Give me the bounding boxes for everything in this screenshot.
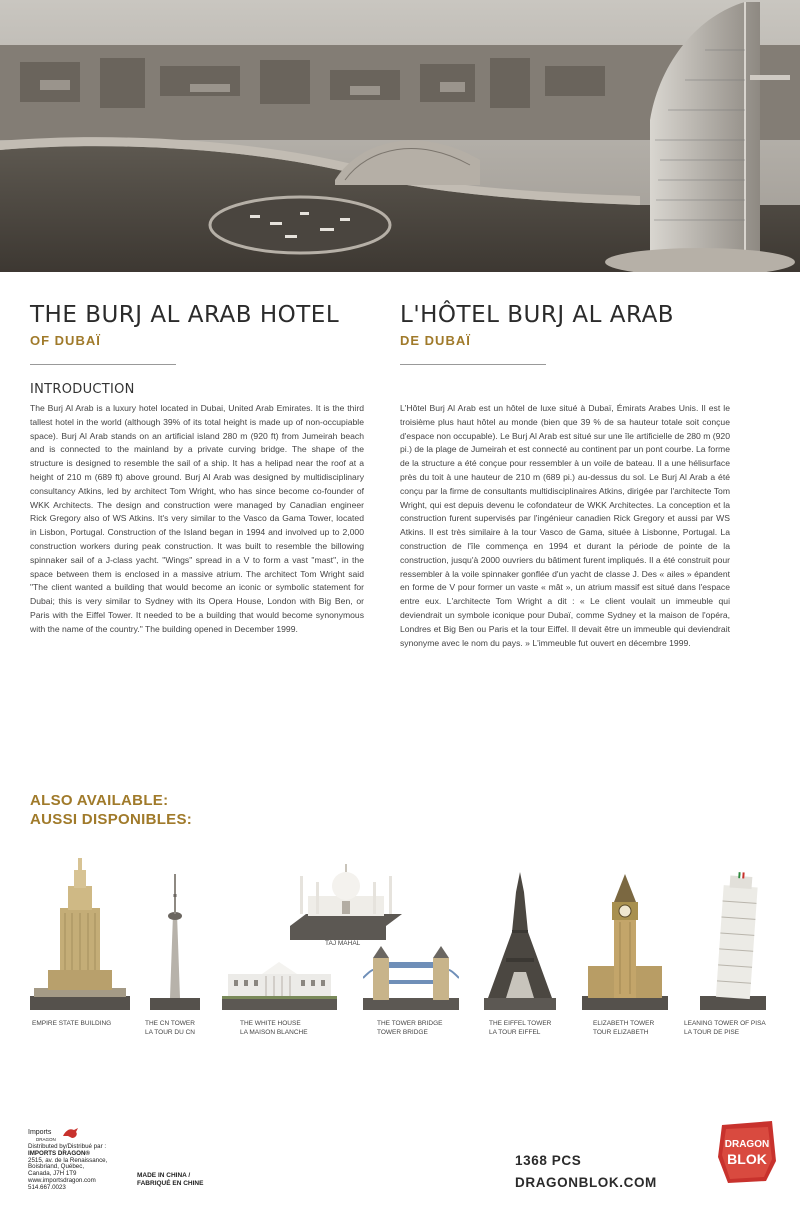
product-label-pisa	[684, 1020, 766, 1037]
pisa-label-fr: LA TOUR DE PISE	[684, 1028, 740, 1036]
also-available-fr: AUSSI DISPONIBLES:	[30, 811, 193, 828]
tower-bridge-label-en: THE TOWER BRIDGE	[377, 1020, 443, 1027]
elizabeth-tower-label-fr: TOUR ELIZABETH	[593, 1028, 649, 1036]
distributor-line4: Boisbriand, Québec,	[28, 1163, 85, 1171]
taj-mahal-model	[290, 856, 402, 940]
divider-english	[30, 364, 176, 365]
eiffel-tower-label-en: THE EIFFEL TOWER	[489, 1020, 552, 1027]
pisa-label-en: LEANING TOWER OF PISA	[684, 1020, 766, 1027]
made-in-fr: FABRIQUÉ EN CHINE	[137, 1180, 204, 1187]
white-house-model	[222, 950, 337, 1010]
product-label-empire-state	[32, 1020, 111, 1029]
made-in-china	[137, 1172, 203, 1188]
taj-mahal-label-en: TAJ MAHAL	[325, 940, 361, 947]
hero-photo	[0, 0, 800, 272]
tower-bridge-label-fr: TOWER BRIDGE	[377, 1028, 428, 1036]
product-label-cn-tower	[145, 1020, 195, 1037]
elizabeth-tower-model	[582, 872, 668, 1010]
hero-photo-illustration	[0, 0, 800, 272]
divider-french	[400, 364, 546, 365]
also-available-en: ALSO AVAILABLE:	[30, 792, 169, 809]
eiffel-tower-model	[484, 872, 556, 1010]
white-house-label-en: THE WHITE HOUSE	[240, 1020, 301, 1027]
distributor-line7: 514.667.0023	[28, 1183, 66, 1191]
distributor-line2: IMPORTS DRAGON®	[28, 1149, 90, 1157]
product-label-eiffel-tower	[489, 1020, 551, 1037]
empire-state-building-model	[30, 858, 130, 1010]
product-label-taj-mahal	[325, 940, 360, 949]
empire-state-label-en: EMPIRE STATE BUILDING	[32, 1020, 112, 1027]
cn-tower-label-en: THE CN TOWER	[145, 1020, 195, 1027]
made-in-en: MADE IN CHINA /	[137, 1172, 191, 1179]
website-url: DRAGONBLOK.COM	[515, 1175, 657, 1190]
subtitle-french: DE DUBAÏ	[400, 333, 471, 348]
distributor-line3: 2515, av. de la Renaissance,	[28, 1156, 108, 1164]
logo-text-blok: BLOK	[727, 1151, 767, 1167]
eiffel-tower-label-fr: LA TOUR EIFFEL	[489, 1028, 541, 1036]
intro-body-french: L'Hôtel Burj Al Arab est un hôtel de luxe situé à Dubaï, Émirats Arabes Unis. Il est le troisième plus haut hôtel au monde (bien que 39 % de sa hauteur totale soit conçue d'espace non occupable). Le Burj Al Arab est situé sur une île artificielle de 280 m (920 pi.) de la plage de Jumeirah et est connecté au continent par un pont courbe. La forme de la structure a été conçue pour ressembler à un voile de bateau. Il a une hélisurface près du toit à une hauteur de 210 m (689 pi.) au-dessus du sol. Le Burj Al Arab a été conçu par la firme de consultants multidisciplinaires Atkins, dirigée par l'architecte Tom Wright, qui est depuis devenu le cofondateur de WKK Architectes. La conception et la construction furent supervisés par l'ingénieur canadien Rick Gregory et aussi par WS Atkins. Il est très similaire à la tour Vasco de Gama, située à Lisbonne, Portugal. La construction de l'île commença en 1994 et durant la période de pointe de la construction, jusqu'à 2000 ouvriers du bâtiment furent impliqués. Il a été construit pour ressembler à la voile spinnaker gonflée d'un yacht de classe J. Des « ailes » épandent en forme de V pour former un vaste « mât », un atrium massif est situé dans l'espace entre eux. L'architecte Tom Wright a dit : « Le client voulait un immeuble qui deviendrait un symbole iconique pour Dubaï, comme Sydney et la maison de l'opéra, Londres et Big Ben ou Paris et la tour Eiffel. Il devait être un immeuble qui deviendrait synonyme avec le nom du pays. » L'immeuble fut ouvert en décembre 1999.	[400, 403, 730, 648]
piece-count: 1368 PCS	[515, 1153, 582, 1168]
cn-tower-label-fr: LA TOUR DU CN	[145, 1028, 195, 1036]
distributor-line5: Canada, J7H 1T9	[28, 1170, 77, 1178]
dragon-blok-logo	[716, 1121, 778, 1185]
also-available-heading	[30, 791, 192, 829]
title-french: L'HÔTEL BURJ AL ARAB	[400, 302, 675, 328]
intro-body-english: The Burj Al Arab is a luxury hotel located in Dubai, United Arab Emirates. It is the third tallest hotel in the world (although 39% of its total height is made up of non-occupiable space). Burj Al Arab stands on an artificial island 280 m (920 ft) from Jumeirah beach and is connected to the mainland by a private curving bridge. The shape of the structure is designed to resemble the sail of a ship. It has a helipad near the roof at a height of 210 m (689 ft) above ground. Burj Al Arab was designed by multidisciplinary consultancy Atkins, led by architect Tom Wright, who has since become co-founder of WKK Architects. The design and construction were managed by Canadian engineer Rick Gregory also of WS Atkins. It's very similar to the Vasco da Gama Tower, located in Lisbon, Portugal. Construction of the Island began in 1994 and involved up to 2,000 construction workers during peak construction. It was built to resemble the billowing spinnaker sail of a J-class yacht. "Wings" spread in a V to form a vast "mast", in the space between them is enclosed in a massive atrium. The architect Tom Wright said "The client wanted a building that would become an iconic or symbolic statement for Dubai; this is very similar to Sydney with its Opera House, London with Big Ben, or Paris with the Eiffel Tower. It needed to be a building that would become synonymous with the name of the country." The building opened in December 1999.	[30, 403, 364, 634]
introduction-heading: INTRODUCTION	[30, 382, 135, 397]
distributor-line6: www.importsdragon.com	[28, 1176, 96, 1184]
product-label-white-house	[240, 1020, 308, 1037]
elizabeth-tower-label-en: ELIZABETH TOWER	[593, 1020, 655, 1027]
subtitle-english: OF DUBAÏ	[30, 333, 101, 348]
leaning-tower-of-pisa-model	[700, 872, 766, 1010]
product-label-tower-bridge	[377, 1020, 443, 1037]
cn-tower-model	[150, 874, 200, 1010]
imports-dragon-logo-text: Imports	[28, 1129, 52, 1136]
title-english: THE BURJ AL ARAB HOTEL	[30, 302, 340, 328]
logo-text-dragon: DRAGON	[724, 1139, 770, 1150]
distributor-info	[28, 1130, 107, 1192]
product-label-elizabeth-tower	[593, 1020, 654, 1037]
white-house-label-fr: LA MAISON BLANCHE	[240, 1028, 308, 1036]
dragon-icon	[62, 1126, 80, 1140]
distributor-line1: Distributed by/Distribué par :	[28, 1143, 107, 1150]
tower-bridge-model	[363, 940, 459, 1010]
imports-dragon-logo-subtext: DRAGON	[36, 1137, 56, 1142]
